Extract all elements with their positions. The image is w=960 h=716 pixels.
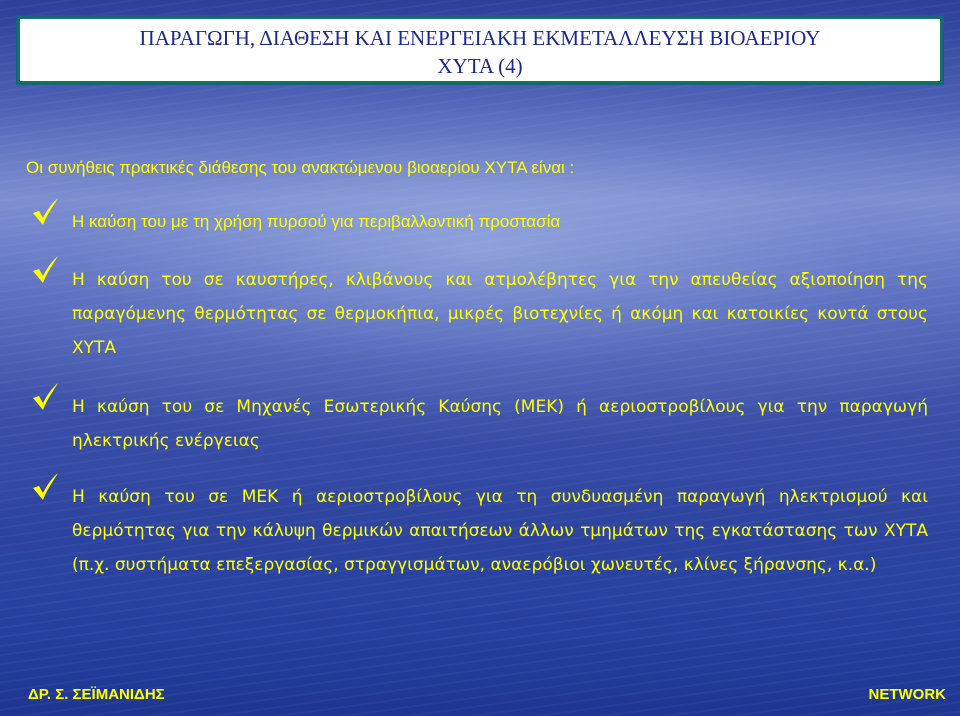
footer-author: ΔΡ. Σ. ΣΕΪΜΑΝΙΔΗΣ	[28, 686, 165, 703]
bullet-text: Η καύση του σε ΜΕΚ ή αεριοστροβίλους για τη συνδυασμένη παραγωγή ηλεκτρισμού και θερμότητας για την κάλυψη θερμικών απαιτήσεων άλλων τμημάτων της εγκατάστασης των ΧΥΤΑ (π.χ. συστήματα επεξεργασίας, στραγγισμάτων, αναερόβιοι χωνευτές, κλίνες ξήρανσης, κ.α.)	[72, 487, 928, 575]
checkmark-icon	[30, 382, 60, 412]
slide-title-line2: ΧΥΤΑ (4)	[437, 54, 523, 78]
intro-text: Οι συνήθεις πρακτικές διάθεσης του ανακτώμενου βιοαερίου ΧΥΤΑ είναι :	[26, 158, 575, 177]
checkmark-icon	[30, 472, 60, 502]
bullet-text: Η καύση του σε καυστήρες, κλιβάνους και ατμολέβητες για την απευθείας αξιοποίηση της παραγόμενης θερμότητας σε θερμοκήπια, μικρές βιοτεχνίες ή ακόμη και κατοικίες κοντά στους ΧΥΤΑ	[72, 270, 928, 358]
slide-title-line1: ΠΑΡΑΓΩΓΗ, ΔΙΑΘΕΣΗ ΚΑΙ ΕΝΕΡΓΕΙΑΚΗ ΕΚΜΕΤΑΛΛΕΥΣΗ ΒΙΟΑΕΡΙΟΥ	[139, 26, 821, 50]
bullet-text: Η καύση του σε Μηχανές Εσωτερικής Καύσης (ΜΕΚ) ή αεριοστροβίλους για την παραγωγή ηλεκτρικής ενέργειας	[72, 397, 928, 451]
bullet-text: Η καύση του με τη χρήση πυρσού για περιβαλλοντική προστασία	[72, 212, 561, 231]
checkmark-icon	[30, 197, 60, 227]
footer-network: NETWORK	[868, 686, 946, 703]
checkmark-icon	[30, 255, 60, 285]
